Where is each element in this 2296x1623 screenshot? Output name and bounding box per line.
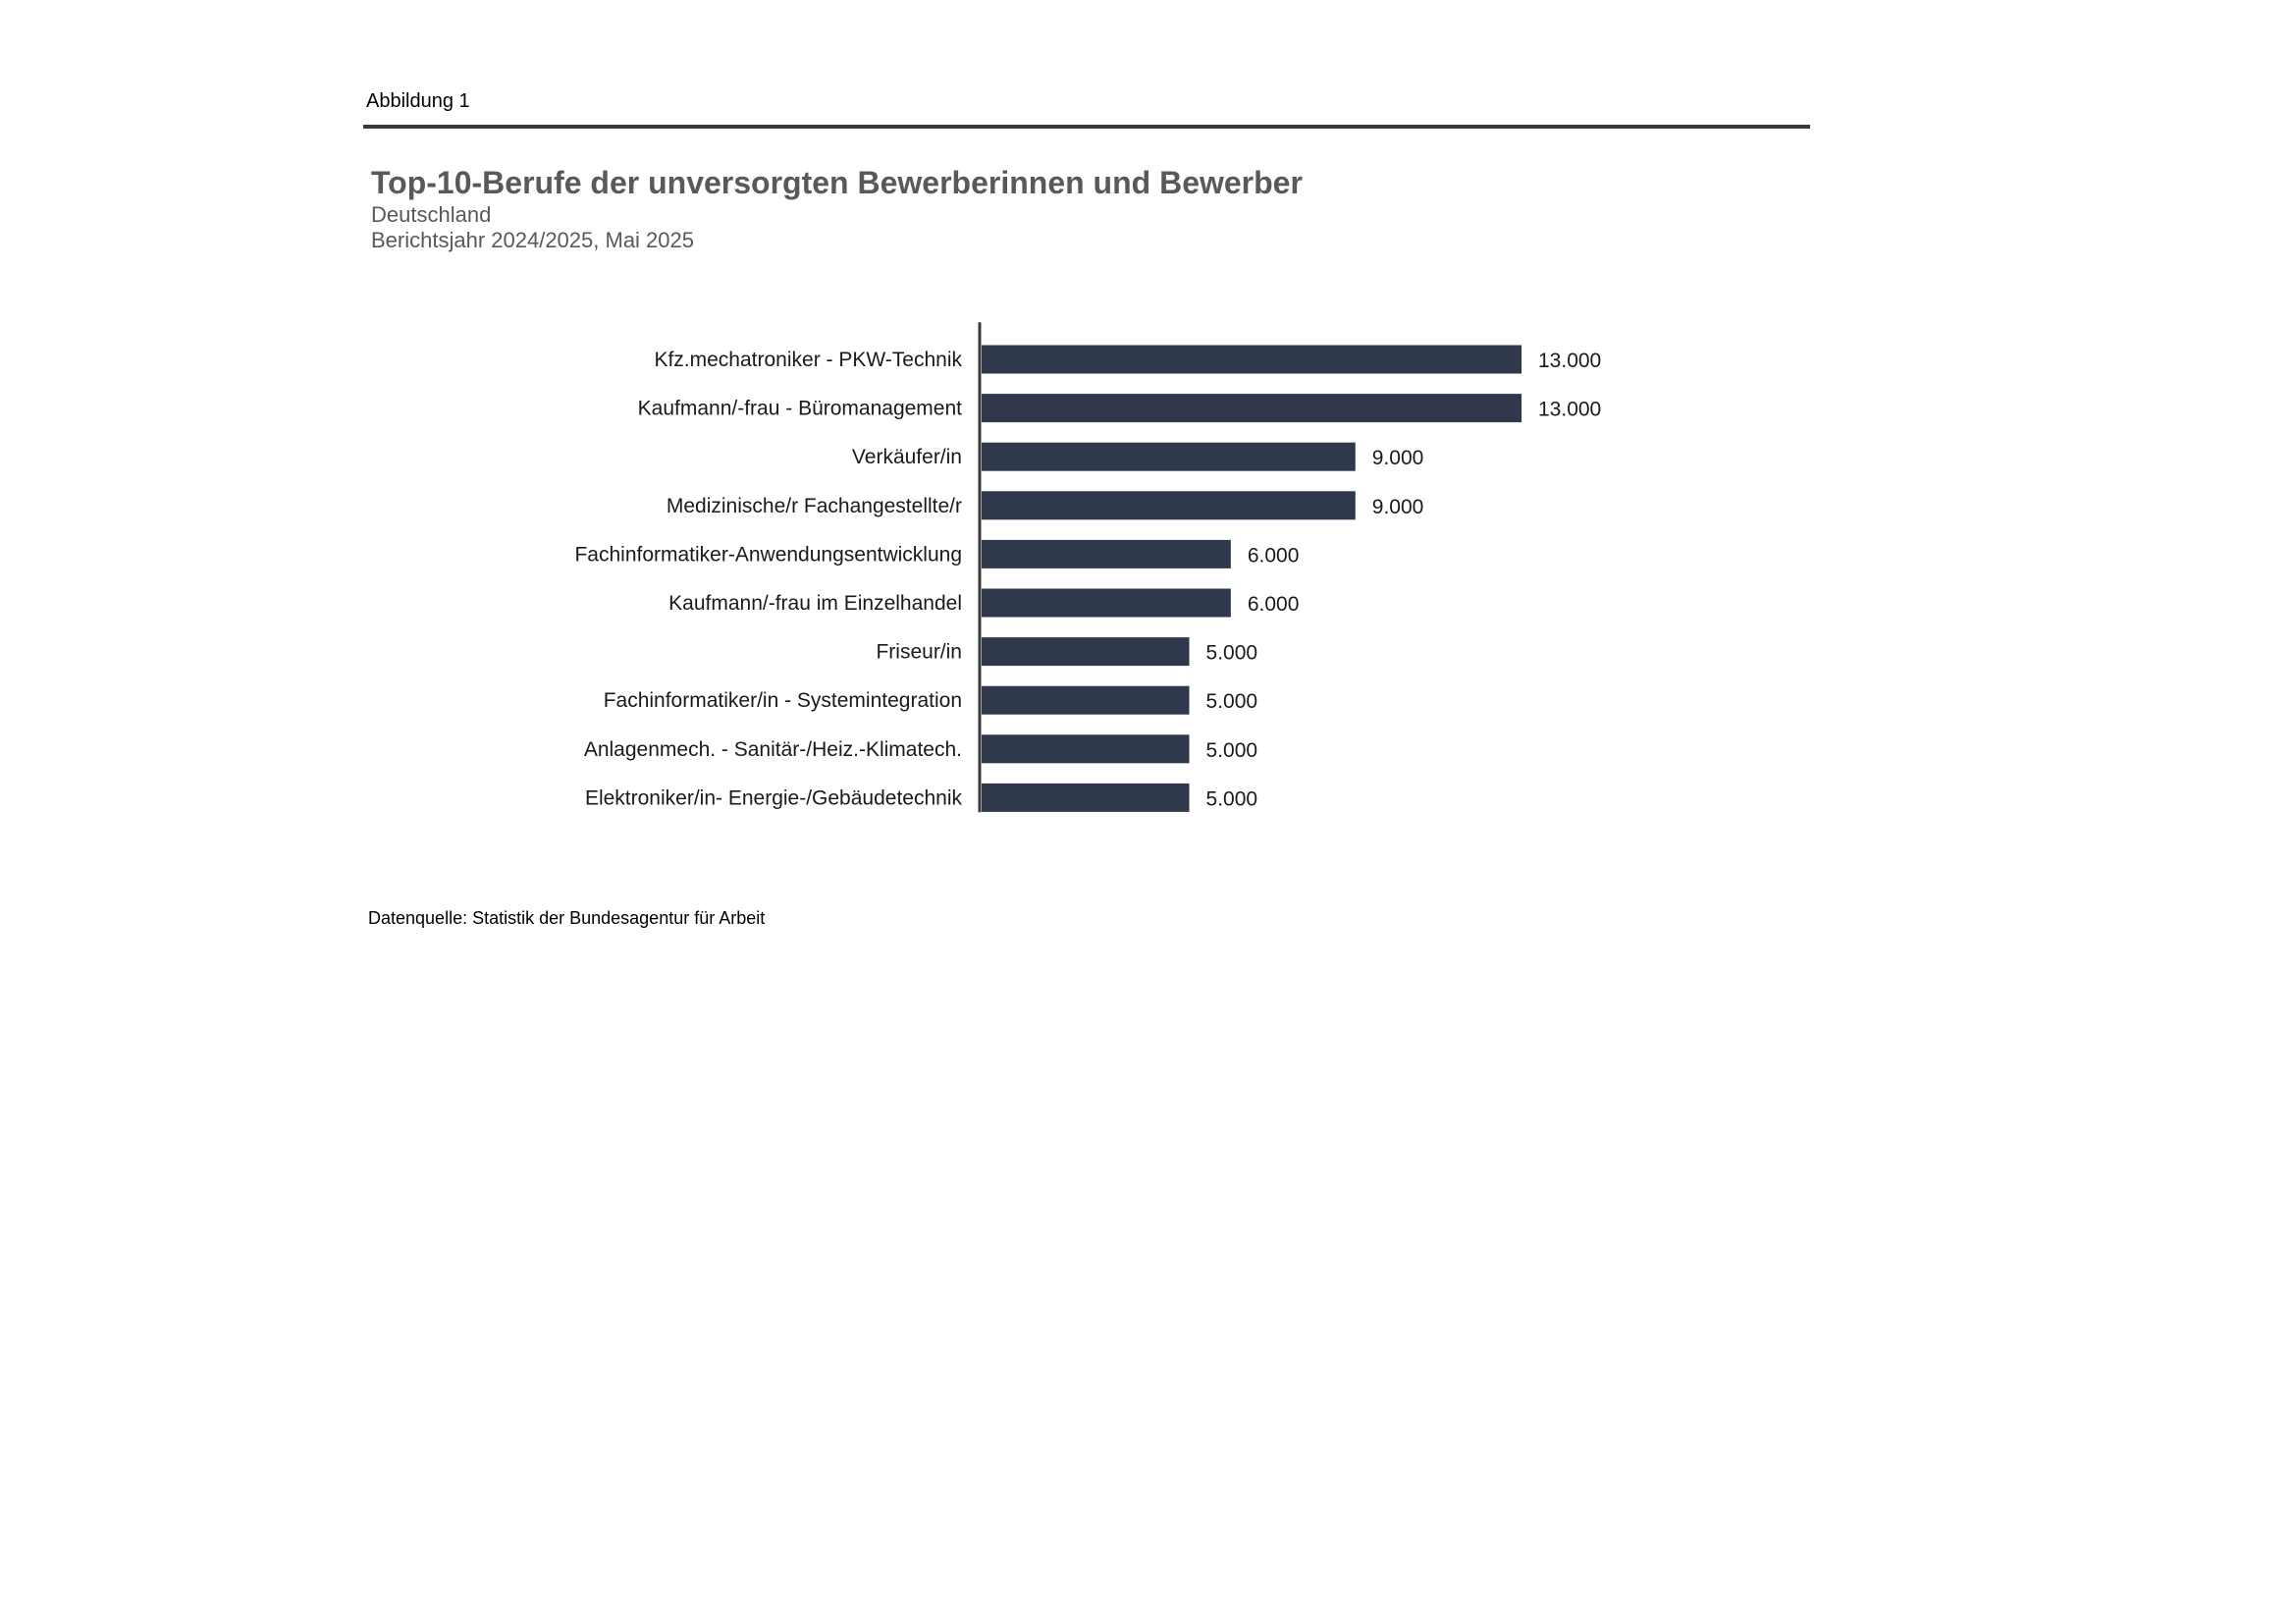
chart-subtitle-region: Deutschland [371,202,492,227]
category-label: Medizinische/r Fachangestellte/r [666,494,962,517]
figure-label: Abbildung 1 [366,90,470,112]
value-label: 5.000 [1205,641,1258,665]
source-note: Datenquelle: Statistik der Bundesagentur für Arbeit [368,908,766,928]
category-label: Kaufmann/-frau im Einzelhandel [668,592,962,615]
value-label: 6.000 [1247,544,1300,568]
value-label: 5.000 [1205,787,1258,811]
value-label: 6.000 [1247,593,1300,616]
category-label: Verkäufer/in [851,446,962,469]
category-label: Friseur/in [876,640,962,664]
bar [982,734,1190,763]
bar [982,394,1522,422]
chart-subtitle-period: Berichtsjahr 2024/2025, Mai 2025 [371,228,694,252]
value-label: 9.000 [1371,447,1424,470]
bar [982,686,1190,715]
bar [982,346,1522,374]
chart-title: Top-10-Berufe der unversorgten Bewerberinnen und Bewerber [371,165,1303,200]
category-label: Anlagenmech. - Sanitär-/Heiz.-Klimatech. [583,737,962,761]
category-label: Fachinformatiker-Anwendungsentwicklung [574,543,962,567]
bar [982,589,1231,618]
bar [982,637,1190,666]
value-label: 9.000 [1371,495,1424,518]
bar [982,784,1190,812]
value-label: 5.000 [1205,738,1258,762]
category-label: Elektroniker/in- Energie-/Gebäudetechnik [584,786,962,810]
category-label: Kfz.mechatroniker - PKW-Technik [654,349,962,371]
value-label: 5.000 [1205,690,1258,714]
category-label: Fachinformatiker/in - Systemintegration [603,689,962,713]
category-label: Kaufmann/-frau - Büromanagement [637,397,962,420]
value-label: 13.000 [1538,350,1602,372]
value-label: 13.000 [1538,398,1602,421]
bar [982,443,1356,471]
bar [982,491,1356,519]
bar [982,540,1231,568]
